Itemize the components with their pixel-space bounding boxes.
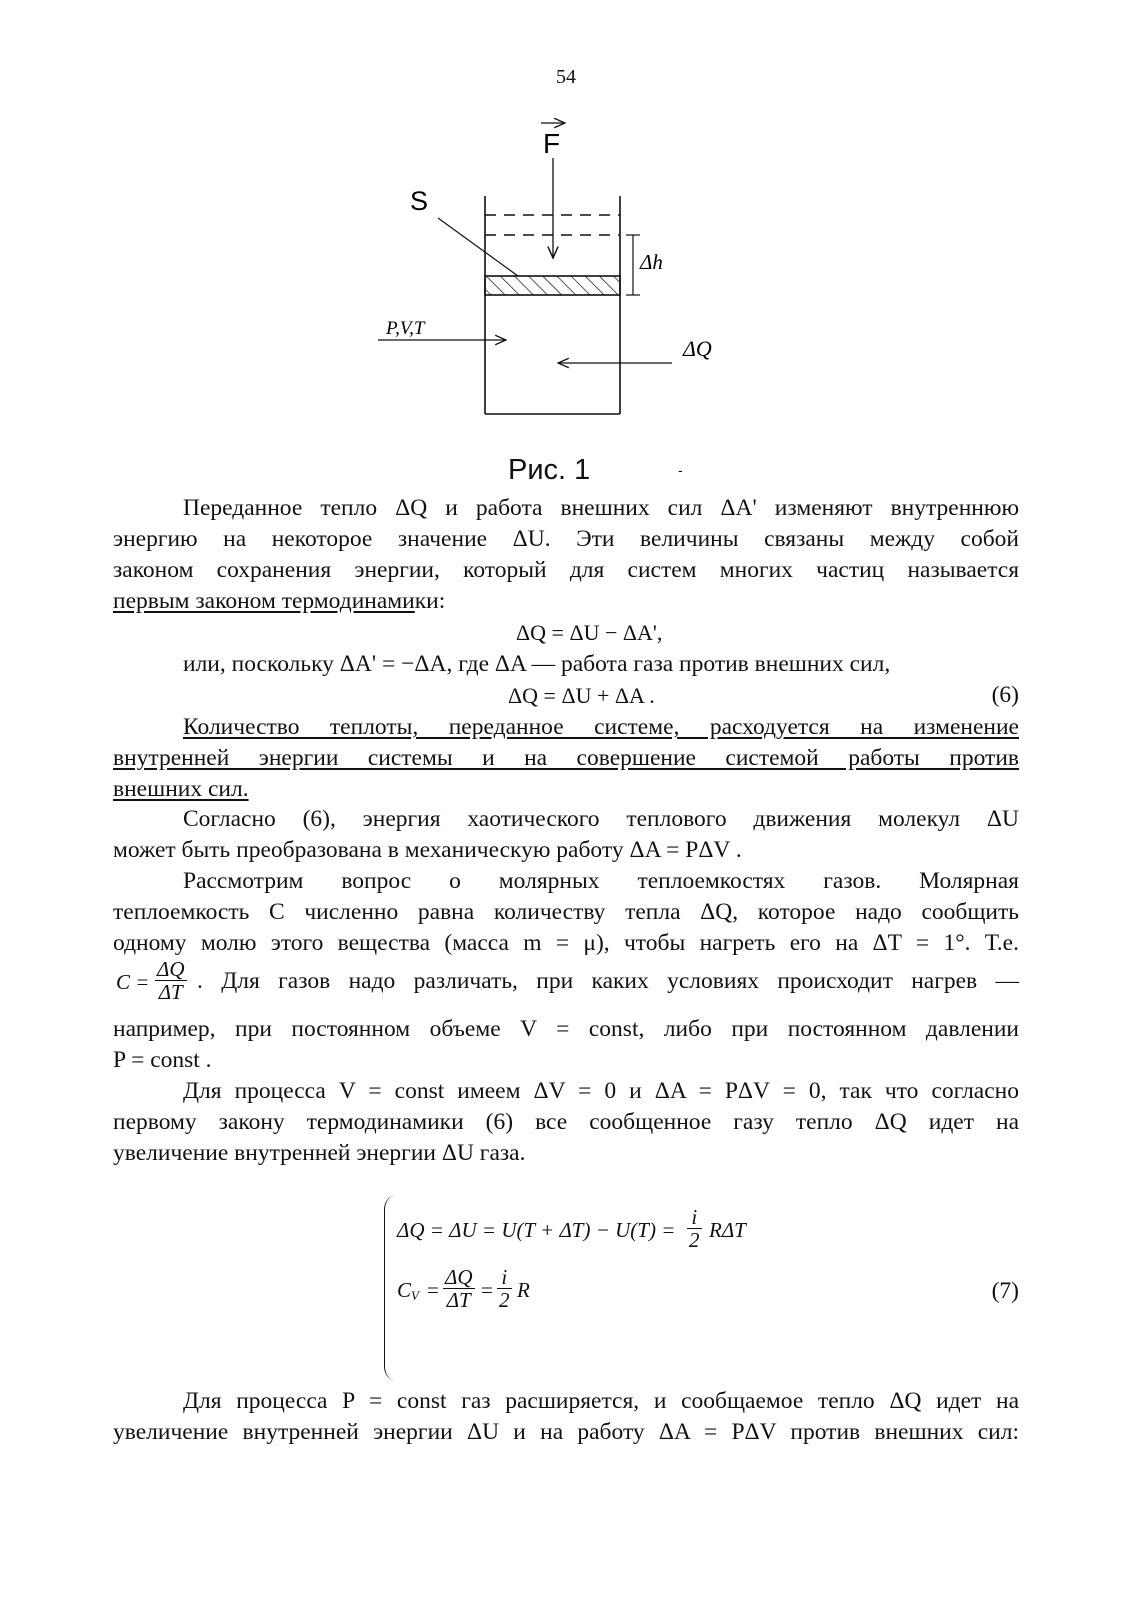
equation-7b: C V = $\frac{\Delta Q}{\Delta T}$ = $\frac{i}{2}$ R [397,1265,530,1312]
text-line: Рассмотрим вопрос о молярных теплоемкостях газов. Молярная [183,868,1019,894]
text-line: внутренней энергии системы и на совершение системой работы против [113,745,1019,771]
equation-number-6: (6) [991,682,1019,708]
pvt-label: P,V,T [386,318,425,339]
force-label: F [543,128,561,159]
text-line: первому закону термодинамики (6) все сообщенное газу тепло ΔQ идет на [113,1109,1019,1135]
dh-label: Δh [640,250,663,274]
text-line: первым законом термодинамики: [113,588,446,614]
text-line: увеличение внутренней энергии ΔU газа. [113,1140,526,1166]
page-number: 54 [556,66,576,88]
text-line: увеличение внутренней энергии ΔU и на работу ΔA = PΔV против внешних сил: [113,1419,1019,1445]
text-line: P = const . [113,1047,212,1073]
area-leader [438,218,518,276]
heat-capacity-definition: C = $\frac{\Delta Q}{\Delta T}$ . Для газов надо различать, при каких условиях происходит нагрев — [116,957,1019,1004]
equation-7a: ΔQ = ΔU = U(T + ΔT) − U(T) = $\frac{i}{2}$ RΔT [397,1205,746,1252]
text-line: одному молю этого вещества (масса m = μ), чтобы нагреть его на ΔT = 1°. Т.е. [113,930,1019,956]
text-line: теплоемкость C численно равна количеству тепла ΔQ, которое надо сообщить [113,899,1019,925]
piston-cylinder-figure [360,108,780,438]
first-law-term: первым законом термодинами [113,588,415,614]
equation-first-law: ΔQ = ΔU − ΔA', [516,620,663,645]
text-line: Количество теплоты, переданное системе, расходуется на изменение [183,714,1019,740]
figure-caption: Рис. 1 [508,454,591,486]
text-line: может быть преобразована в механическую работу ΔA = PΔV . [113,837,742,863]
text-line: например, при постоянном объеме V = const, либо при постоянном давлении [113,1016,1019,1042]
equation-number-7: (7) [991,1278,1019,1304]
text-line: Переданное тепло ΔQ и работа внешних сил ΔA' изменяют внутреннюю [183,495,1019,521]
text-line: энергию на некоторое значение ΔU. Эти величины связаны между собой [113,526,1019,552]
text-line: Для процесса V = const имеем ΔV = 0 и ΔA = PΔV = 0, так что согласно [183,1078,1019,1104]
caption-mark: - [678,462,683,478]
piston [485,276,620,295]
system-brace [384,1196,397,1380]
text-line: Для процесса P = const газ расширяется, и сообщаемое тепло ΔQ идет на [183,1388,1019,1414]
area-label: S [410,186,429,216]
text-line: Согласно (6), энергия хаотического теплового движения молекул ΔU [183,806,1019,832]
text-line: внешних сил. [113,776,249,802]
text-line: законом сохранения энергии, который для систем многих частиц называется [113,557,1019,583]
text-line: или, поскольку ΔA' = −ΔA, где ΔA — работа газа против внешних сил, [183,651,891,677]
heat-label: ΔQ [683,336,712,361]
equation-6: ΔQ = ΔU + ΔA . [508,683,655,708]
